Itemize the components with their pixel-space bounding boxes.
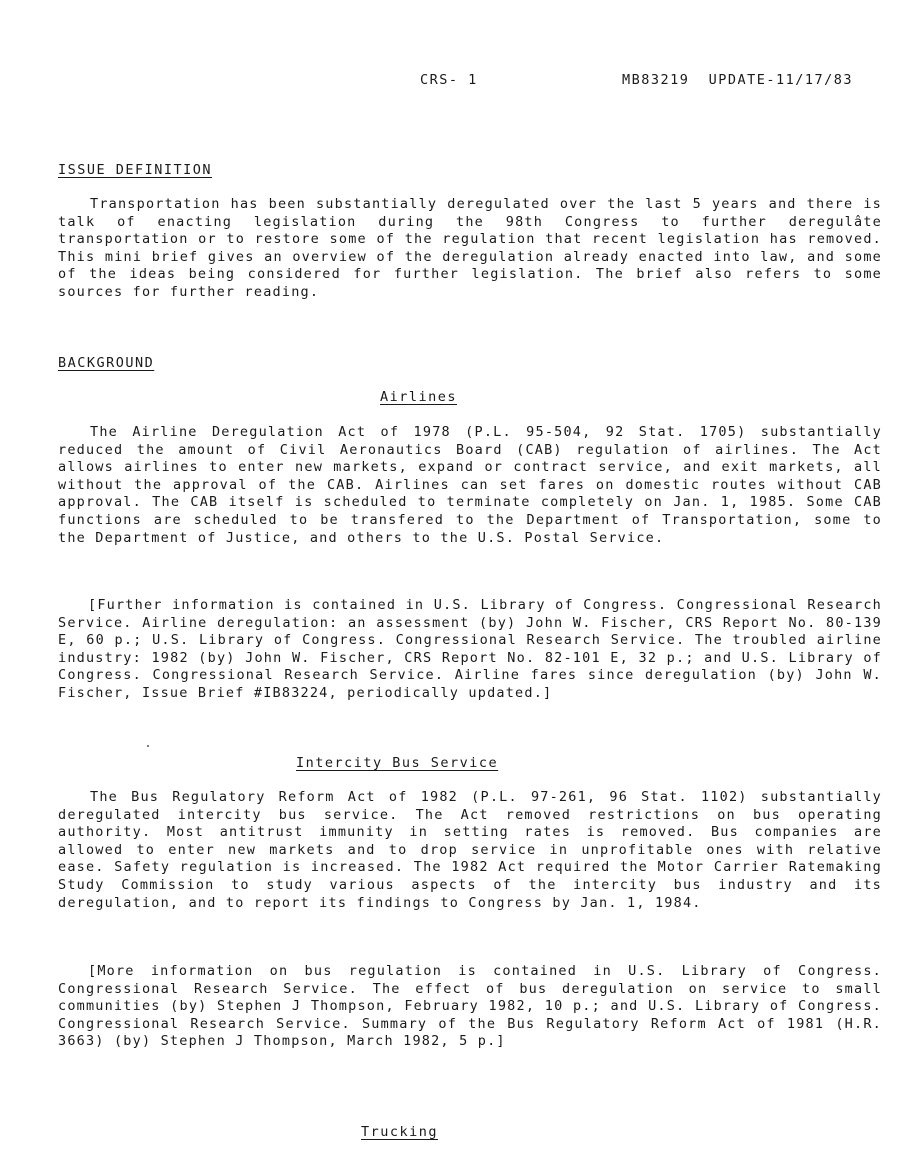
page-number-label: CRS- 1 [420, 72, 478, 88]
issue-definition-heading: ISSUE DEFINITION [58, 162, 213, 178]
document-id-label: MB83219 UPDATE-11/17/83 [622, 72, 854, 88]
airlines-subheading: Airlines [380, 389, 458, 405]
airlines-paragraph: The Airline Deregulation Act of 1978 (P.L. 95-504, 92 Stat. 1705) substantially reduced the amount of Civil Aeronautics Board (CAB) regulation of airlines. The Act allows airlines to enter new markets, expand or contract service, and exit markets, all without the approval of the CAB. Airlines can set fares on domestic routes without CAB approval. The CAB itself is scheduled to terminate completely on Jan. 1, 1985. Some CAB functions are scheduled to be transfered to the Department of Transportation, some to the Department of Justice, and others to the U.S. Postal Service. [58, 424, 882, 546]
trucking-subheading: Trucking [361, 1124, 439, 1140]
intercity-bus-paragraph: The Bus Regulatory Reform Act of 1982 (P.L. 97-261, 96 Stat. 1102) substantially deregulated intercity bus service. The Act removed restrictions on bus operating authority. Most antitrust immunity in setting rates is removed. Bus companies are allowed to enter new markets and to drop service in unprofitable ones with relative ease. Safety regulation is increased. The 1982 Act required the Motor Carrier Ratemaking Study Commission to study various aspects of the intercity bus industry and its deregulation, and to report its findings to Congress by Jan. 1, 1984. [58, 789, 882, 911]
background-heading: BACKGROUND [58, 355, 155, 371]
intercity-bus-subheading: Intercity Bus Service [296, 755, 499, 771]
bus-references-paragraph: [More information on bus regulation is contained in U.S. Library of Congress. Congressional Research Service. The effect of bus deregulation on service to small communities (by) Stephen J Thompson, February 1982, 10 p.; and U.S. Library of Congress. Congressional Research Service. Summary of the Bus Regulatory Reform Act of 1981 (H.R. 3663) (by) Stephen J Thompson, March 1982, 5 p.] [58, 963, 882, 1050]
issue-definition-paragraph: Transportation has been substantially deregulated over the last 5 years and there is talk of enacting legislation during the 98th Congress to further deregulâte transportation or to restore some of the regulation that recent legislation has removed. This mini brief gives an overview of the deregulation already enacted into law, and some of the ideas being considered for further legislation. The brief also refers to some sources for further reading. [58, 196, 882, 300]
stray-mark [147, 745, 149, 747]
airlines-references-paragraph: [Further information is contained in U.S. Library of Congress. Congressional Research Service. Airline deregulation: an assessment (by) John W. Fischer, CRS Report No. 80-139 E, 60 p.; U.S. Library of Congress. Congressional Research Service. The troubled airline industry: 1982 (by) John W. Fischer, CRS Report No. 82-101 E, 32 p.; and U.S. Library of Congress. Congressional Research Service. Airline fares since deregulation (by) John W. Fischer, Issue Brief #IB83224, periodically updated.] [58, 597, 882, 701]
